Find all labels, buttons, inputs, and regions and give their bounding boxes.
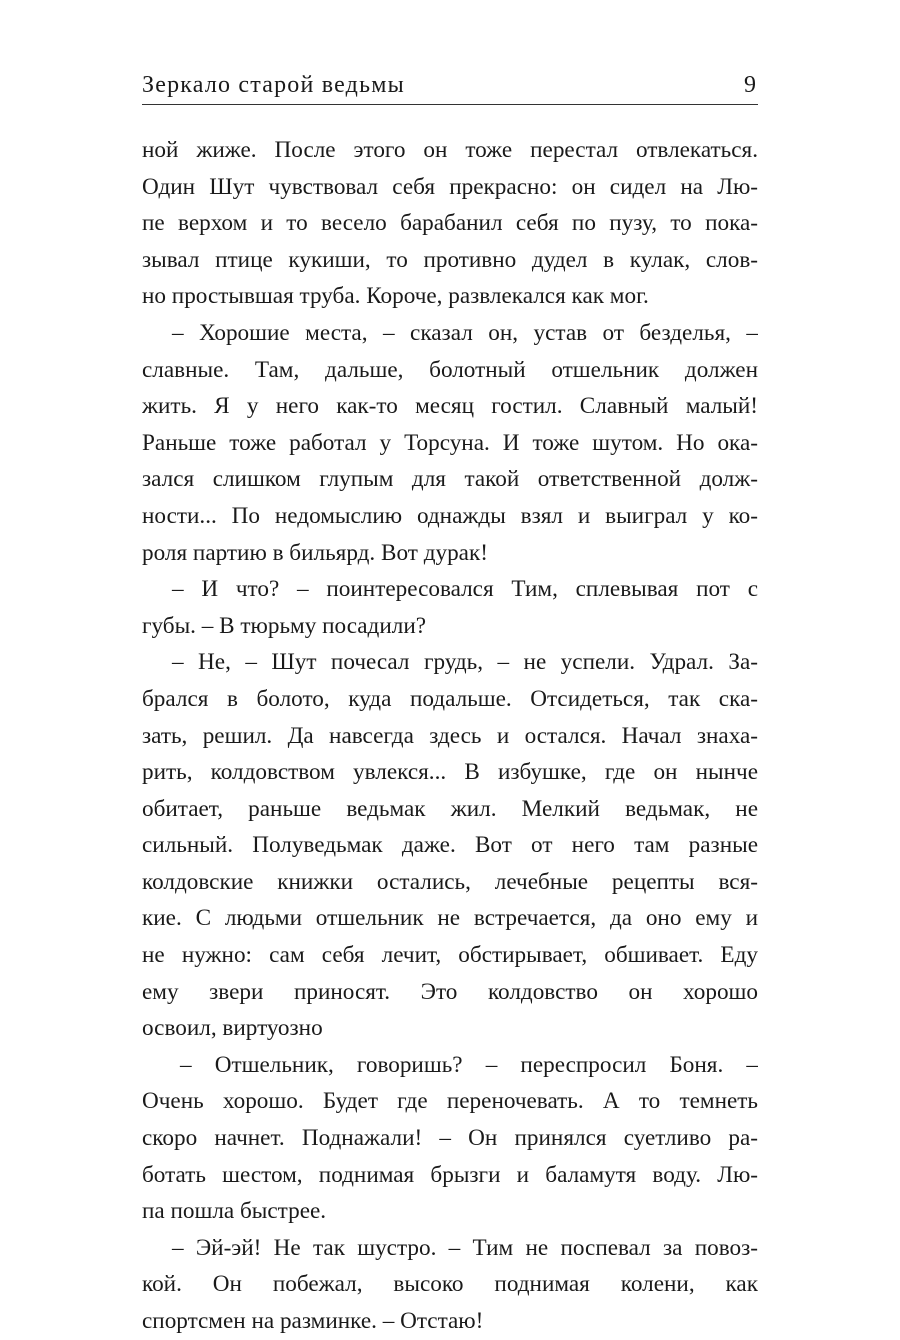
body-text: [142, 132, 758, 1340]
text-line: ботать шестом, поднимая брызги и баламутя воду. Лю-: [142, 1161, 758, 1188]
text-line: жить. Я у него как-то месяц гостил. Славный малый!: [142, 393, 758, 420]
text-line: кие. С людьми отшельник не встречается, да оно ему и: [142, 905, 758, 932]
text-line: ности... По недомыслию однажды взял и выиграл у ко-: [142, 502, 758, 529]
text-line: – Не, – Шут почесал грудь, – не успели. Удрал. За-: [172, 649, 758, 676]
text-line: рить, колдовством увлекся... В избушке, где он нынче: [142, 759, 758, 786]
text-line: – И что? – поинтересовался Тим, сплевывая пот с: [172, 576, 758, 603]
text-line: зался слишком глупым для такой ответственной долж-: [142, 466, 758, 493]
text-line: Раньше тоже работал у Торсуна. И тоже шутом. Но ока-: [142, 429, 758, 456]
text-line: обитает, раньше ведьмак жил. Мелкий ведьмак, не: [142, 795, 758, 822]
text-line: спортсмен на разминке. – Отстаю!: [142, 1308, 484, 1334]
text-line: роля партию в бильярд. Вот дурак!: [142, 539, 488, 566]
text-line: скоро начнет. Поднажали! – Он принялся суетливо ра-: [142, 1125, 758, 1152]
text-line: сильный. Полуведьмак даже. Вот от него там разные: [142, 832, 758, 859]
text-line: губы. – В тюрьму посадили?: [142, 612, 427, 639]
text-line: не нужно: сам себя лечит, обстирывает, обшивает. Еду: [142, 942, 758, 969]
text-line: ной жиже. После этого он тоже перестал отвлекаться.: [142, 137, 758, 163]
text-line: – Эй-эй! Не так шустро. – Тим не поспевал за повоз-: [172, 1234, 758, 1261]
header-rule: [142, 104, 758, 105]
text-line: зывал птице кукиши, то противно дудел в кулак, слов-: [142, 246, 758, 273]
text-line: зать, решил. Да навсегда здесь и остался. Начал знаха-: [142, 722, 758, 749]
running-header: [142, 70, 758, 104]
text-line: брался в болото, куда подальше. Отсидеться, так ска-: [142, 685, 758, 712]
text-line: ему звери приносят. Это колдовство он хорошо: [142, 978, 758, 1005]
text-line: Один Шут чувствовал себя прекрасно: он сидел на Лю-: [142, 173, 758, 200]
text-line: па пошла быстрее.: [142, 1198, 327, 1225]
text-line: кой. Он побежал, высоко поднимая колени, как: [142, 1271, 758, 1298]
text-line: пе верхом и то весело барабанил себя по пузу, то пока-: [142, 210, 758, 237]
text-line: но простывшая труба. Короче, развлекался как мог.: [142, 283, 649, 310]
text-line: Очень хорошо. Будет где переночевать. А то темнеть: [142, 1088, 758, 1115]
text-line: освоил, виртуозно: [142, 1015, 323, 1042]
text-line: – Отшельник, говоришь? – переспросил Боня. –: [180, 1051, 758, 1078]
text-line: славные. Там, дальше, болотный отшельник должен: [142, 356, 758, 383]
text-line: – Хорошие места, – сказал он, устав от безделья, –: [172, 319, 758, 346]
text-line: колдовские книжки остались, лечебные рецепты вся-: [142, 868, 758, 895]
page-number: 9: [744, 72, 756, 98]
running-title: Зеркало старой ведьмы: [142, 72, 405, 98]
